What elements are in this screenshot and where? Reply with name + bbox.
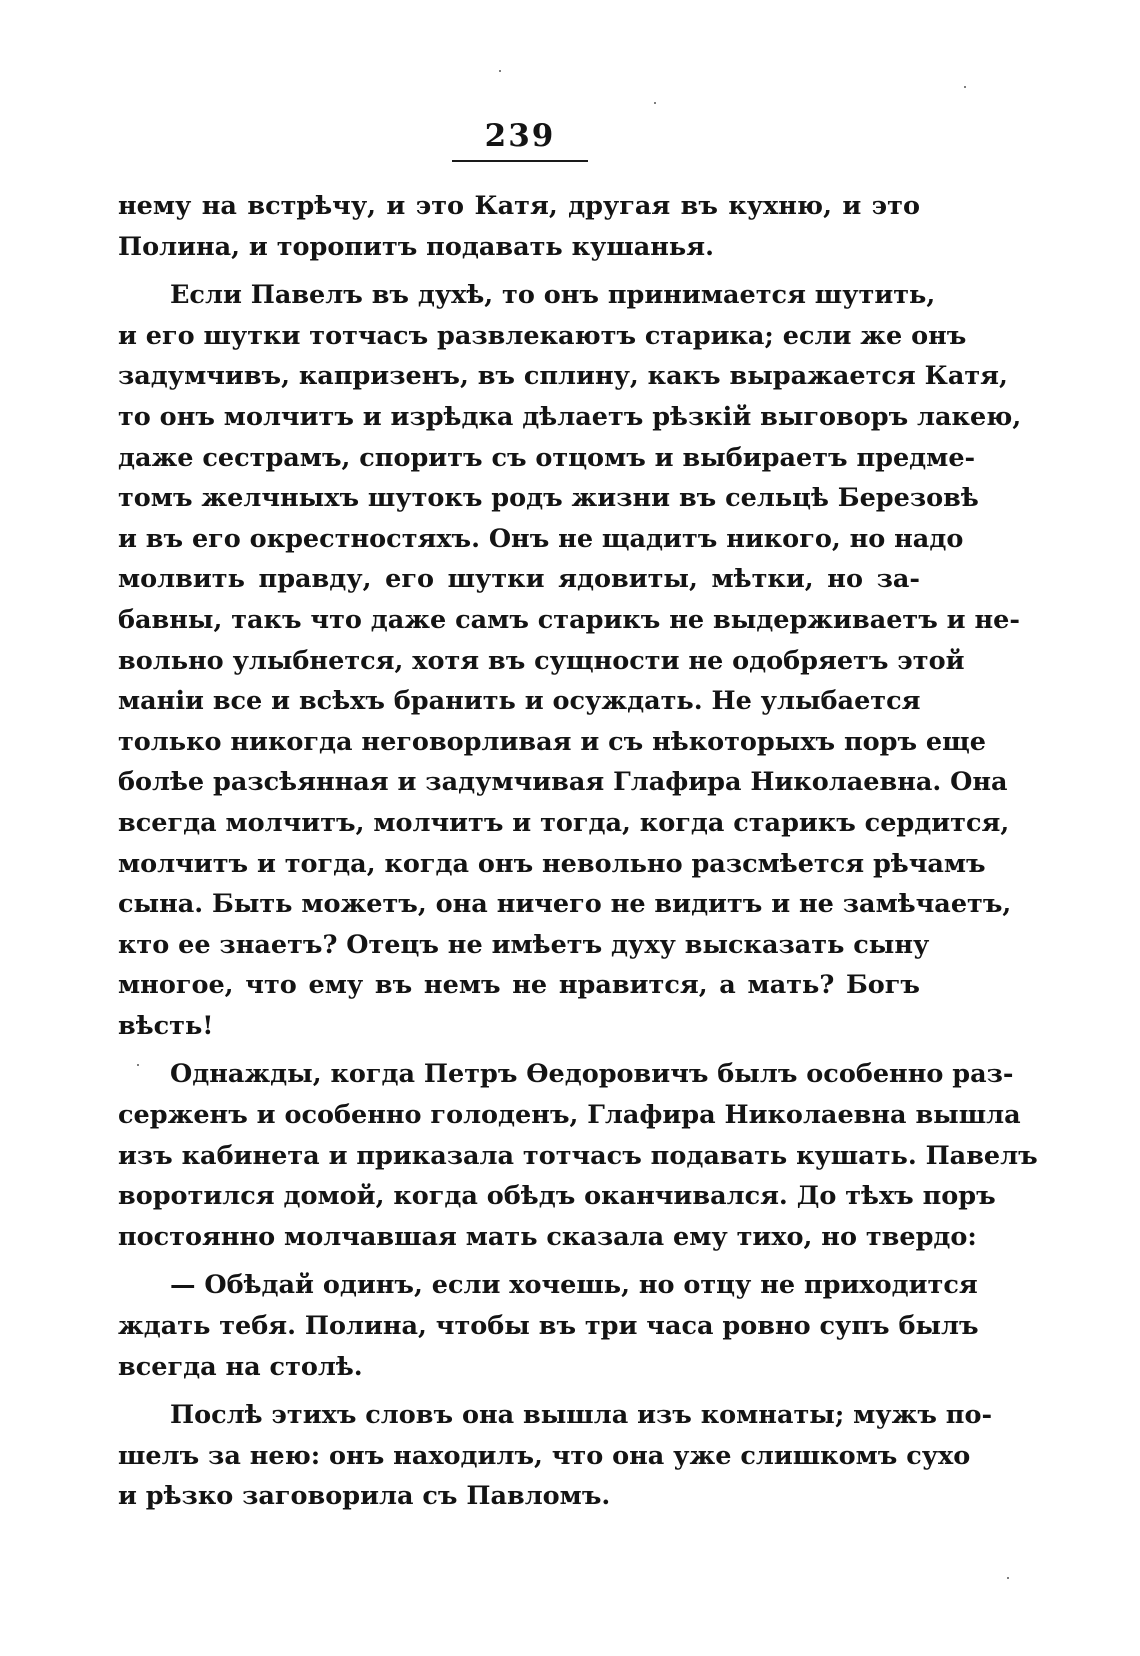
- text-line: маніи все и всѣхъ бранить и осуждать. Не улыбается: [118, 686, 921, 717]
- scan-speck: [499, 70, 501, 72]
- text-line: томъ желчныхъ шутокъ родъ жизни въ сельцѣ Березовѣ: [118, 483, 979, 514]
- text-line: даже сестрамъ, споритъ съ отцомъ и выбираетъ предме-: [118, 442, 976, 473]
- scan-speck: [964, 86, 966, 88]
- text-line: постоянно молчавшая мать сказала ему тихо, но твердо:: [118, 1221, 977, 1252]
- text-line: и рѣзко заговорила съ Павломъ.: [118, 1481, 611, 1512]
- scan-speck: [137, 1064, 139, 1066]
- text-line: молчитъ и тогда, когда онъ невольно разсмѣется рѣчамъ: [118, 848, 986, 879]
- paragraph-gap: [118, 1046, 920, 1054]
- paragraph-gap: [118, 267, 920, 275]
- text-line: шелъ за нею: онъ находилъ, что она уже слишкомъ сухо: [118, 1440, 971, 1471]
- text-line: молвить правду, его шутки ядовиты, мѣтки, но за-: [118, 564, 920, 595]
- scan-speck: [1007, 1577, 1009, 1579]
- text-line: нему на встрѣчу, и это Катя, другая въ кухню, и это: [118, 191, 920, 221]
- text-line: и его шутки тотчасъ развлекаютъ старика; если же онъ: [118, 320, 967, 351]
- text-line: изъ кабинета и приказала тотчасъ подавать кушать. Павелъ: [118, 1140, 1038, 1171]
- page-number: 239: [484, 118, 556, 154]
- text-line: Если Павелъ въ духѣ, то онъ принимается шутить,: [170, 280, 936, 311]
- text-line: всегда молчитъ, молчитъ и тогда, когда старикъ сердится,: [118, 807, 1010, 838]
- text-line: многое, что ему въ немъ не нравится, а мать? Богъ: [118, 970, 920, 1001]
- body-text: [118, 186, 1038, 1517]
- header-rule: [452, 160, 588, 162]
- text-line: то онъ молчитъ и изрѣдка дѣлаетъ рѣзкій выговоръ лакею,: [118, 401, 1022, 432]
- text-line: бавны, такъ что даже самъ старикъ не выдерживаетъ и не-: [118, 604, 1020, 635]
- scan-speck: [654, 102, 656, 104]
- text-line: вѣсть!: [118, 1010, 214, 1041]
- text-line: Послѣ этихъ словъ она вышла изъ комнаты; мужъ по-: [170, 1400, 993, 1431]
- text-line: сына. Быть можетъ, она ничего не видитъ и не замѣчаетъ,: [118, 889, 1012, 920]
- text-line: задумчивъ, капризенъ, въ сплину, какъ выражается Катя,: [118, 361, 1008, 392]
- paragraph-gap: [118, 1257, 920, 1265]
- text-line: воротился домой, когда обѣдъ оканчивался. До тѣхъ поръ: [118, 1181, 996, 1212]
- text-line: Полина, и торопитъ подавать кушанья.: [118, 231, 714, 262]
- text-line: — Обѣдай одинъ, если хочешь, но отцу не приходится: [170, 1270, 978, 1301]
- text-line: только никогда неговорливая и съ нѣкоторыхъ поръ еще: [118, 726, 986, 757]
- text-line: Однажды, когда Петръ Ѳедоровичъ былъ особенно раз-: [170, 1059, 1014, 1090]
- text-line: вольно улыбнется, хотя въ сущности не одобряетъ этой: [118, 645, 965, 676]
- text-line: кто ее знаетъ? Отецъ не имѣетъ духу высказать сыну: [118, 929, 930, 960]
- paragraph-gap: [118, 1387, 920, 1395]
- text-line: всегда на столѣ.: [118, 1351, 363, 1382]
- text-line: серженъ и особенно голоденъ, Глафира Николаевна вышла: [118, 1100, 1021, 1131]
- text-line: и въ его окрестностяхъ. Онъ не щадитъ никого, но надо: [118, 523, 964, 554]
- text-line: ждать тебя. Полина, чтобы въ три часа ровно супъ былъ: [118, 1311, 979, 1342]
- text-line: болѣе разсѣянная и задумчивая Глафира Николаевна. Она: [118, 767, 1008, 798]
